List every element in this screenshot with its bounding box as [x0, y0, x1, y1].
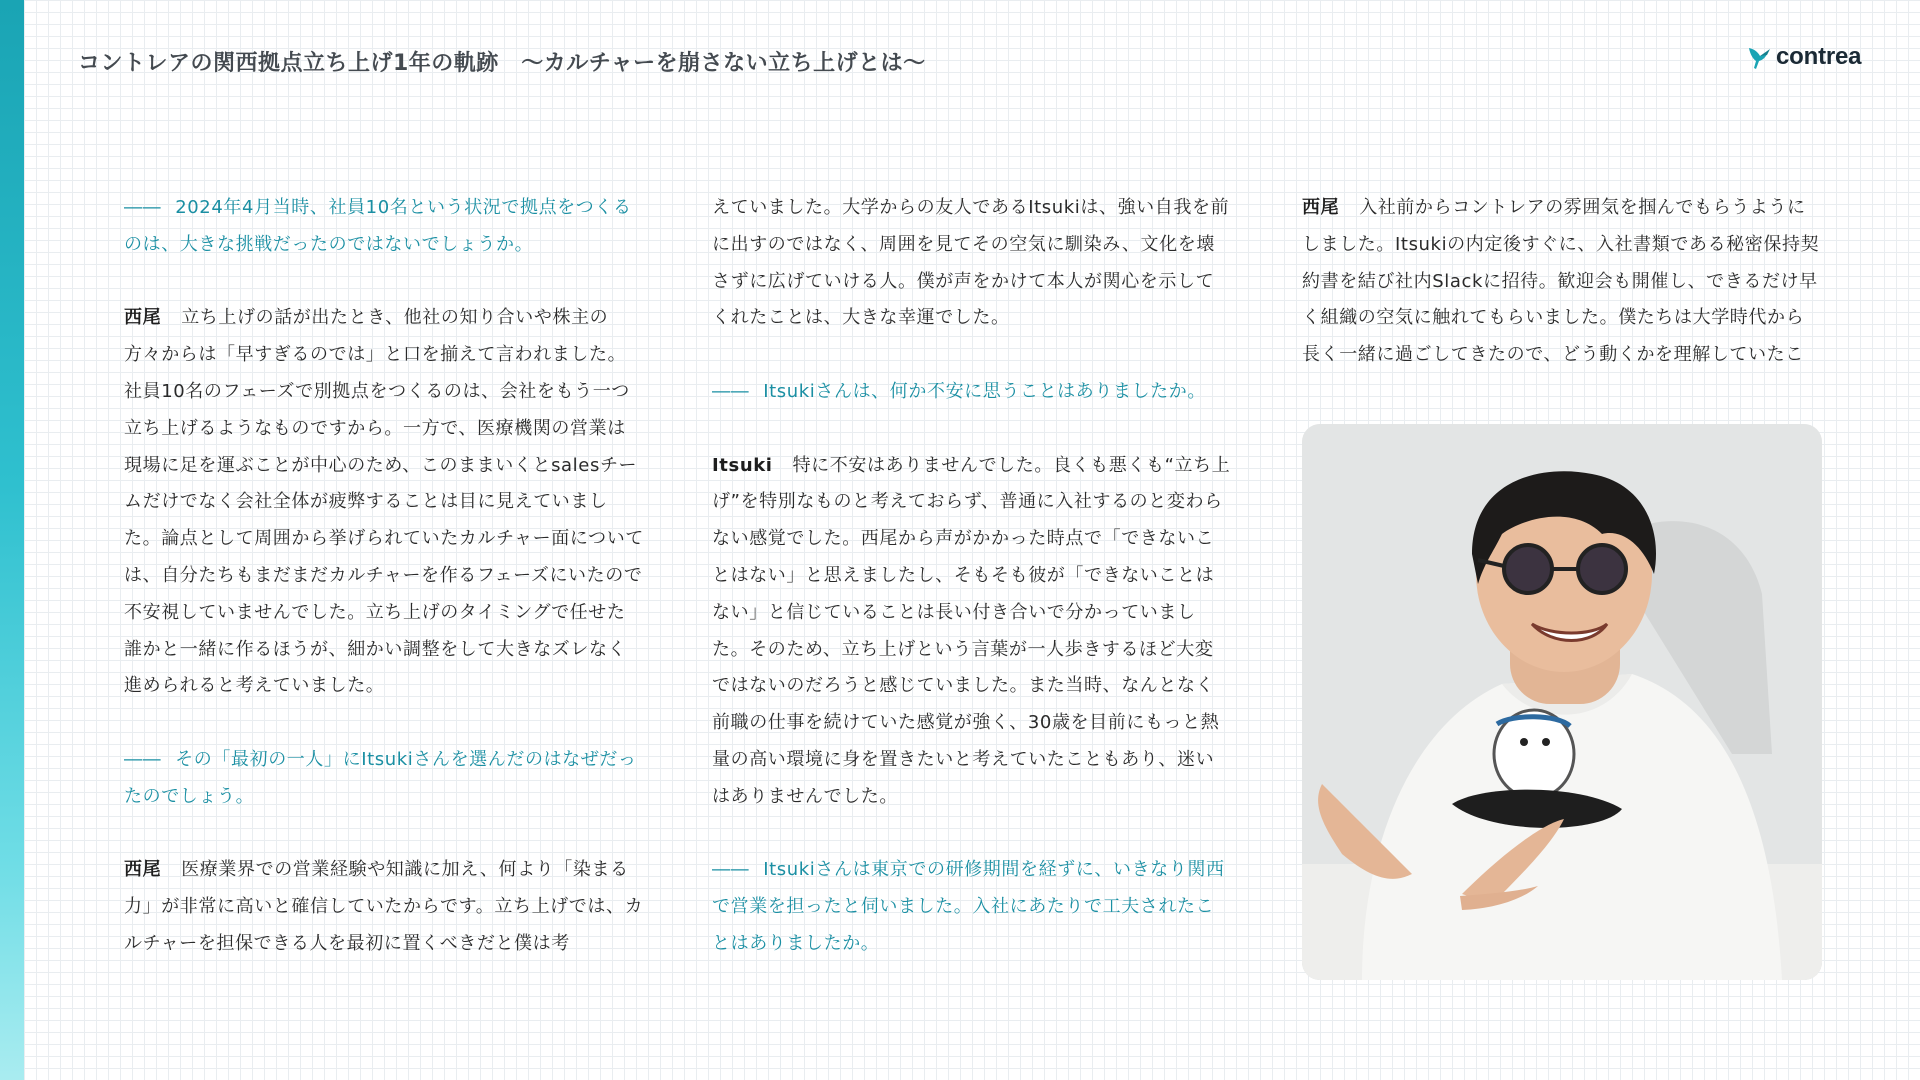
speaker-name: Itsuki [712, 454, 773, 476]
answer-text: 医療業界での営業経験や知識に加え、何より「染まる力」が非常に高いと確信していたからです。立ち上げでは、カルチャーを担保できる人を最初に置くべきだと僕は考 [124, 859, 644, 954]
article-column-1 [124, 190, 644, 963]
question-text: Itsukiさんは、何か不安に思うことはありましたか。 [763, 380, 1206, 402]
speaker-name: 西尾 [124, 307, 162, 329]
question-dash: ―― [712, 859, 750, 881]
interview-question [712, 852, 1232, 962]
answer-text: 特に不安はありませんでした。良くも悪くも“立ち上げ”を特別なものと考えておらず、普通に入社するのと変わらない感覚でした。西尾から声がかかった時点で「できないことはない」と思えましたし、そもそも彼が「できないことはない」と信じていることは長い付き合いで分かっていました。そのため、立ち上げという言葉が一人歩きするほど大変ではないのだろうと感じていました。また当時、なんとなく前職の仕事を続けていた感覚が強く、30歳を目前にもっと熱量の高い環境に身を置きたいと考えていたこともあり、迷いはありませんでした。 [712, 454, 1231, 807]
brand-logo[interactable] [1746, 42, 1861, 72]
accent-sidebar [0, 0, 24, 1080]
person-illustration [1302, 424, 1822, 980]
question-text: その「最初の一人」にItsukiさんを選んだのはなぜだったのでしょう。 [124, 748, 637, 807]
speaker-name: 西尾 [1302, 197, 1340, 218]
answer-text: 入社前からコントレアの雰囲気を掴んでもらうようにしました。Itsukiの内定後すぐに、入社書類である秘密保持契約書を結び社内Slackに招待。歓迎会も開催し、できるだけ早く組織の空気に触れてもらいました。僕たちは大学時代から長く一緒に過ごしてきたので、どう動くかを理解していたこ [1302, 197, 1820, 366]
interviewee-photo [1302, 424, 1822, 980]
page-title: コントレアの関西拠点立ち上げ1年の軌跡 ～カルチャーを崩さない立ち上げとは～ [78, 51, 926, 76]
interview-question [712, 374, 1232, 411]
interview-answer [124, 300, 644, 705]
speaker-name: 西尾 [124, 859, 162, 881]
answer-text: 立ち上げの話が出たとき、他社の知り合いや株主の方々からは「早すぎるのでは」と口を揃えて言われました。社員10名のフェーズで別拠点をつくるのは、会社をもう一つ立ち上げるようなものですから。一方で、医療機関の営業は現場に足を運ぶことが中心のため、このままいくとsalesチームだけでなく会社全体が疲弊することは目に見えていました。論点として周囲から挙げられていたカルチャー面については、自分たちもまだまだカルチャーを作るフェーズにいたので不安視していませんでした。立ち上げのタイミングで任せた誰かと一緒に作るほうが、細かい調整をして大きなズレなく進められると考えていました。 [124, 307, 644, 697]
bird-icon [1746, 43, 1774, 71]
article-column-3 [1302, 190, 1822, 374]
question-dash: ―― [712, 380, 750, 402]
interview-question [124, 190, 644, 264]
interview-answer [712, 448, 1232, 816]
question-text: 2024年4月当時、社員10名という状況で拠点をつくるのは、大きな挑戦だったのではないでしょうか。 [124, 197, 632, 255]
interview-answer [124, 852, 644, 962]
interview-question [124, 742, 644, 816]
answer-text: えていました。大学からの友人であるItsukiは、強い自我を前に出すのではなく、周囲を見てその空気に馴染み、文化を壊さずに広げていける人。僕が声をかけて本人が関心を示してくれたことは、大きな幸運でした。 [712, 197, 1230, 329]
logo-wordmark: contrea [1776, 43, 1862, 70]
question-text: Itsukiさんは東京での研修期間を経ずに、いきなり関西で営業を担ったと伺いました。入社にあたりで工夫されたことはありましたか。 [712, 859, 1225, 954]
article-column-2 [712, 190, 1232, 963]
question-dash: ―― [124, 748, 162, 770]
interview-answer [1302, 190, 1822, 374]
interview-answer [712, 190, 1232, 337]
question-dash: ―― [124, 197, 162, 218]
